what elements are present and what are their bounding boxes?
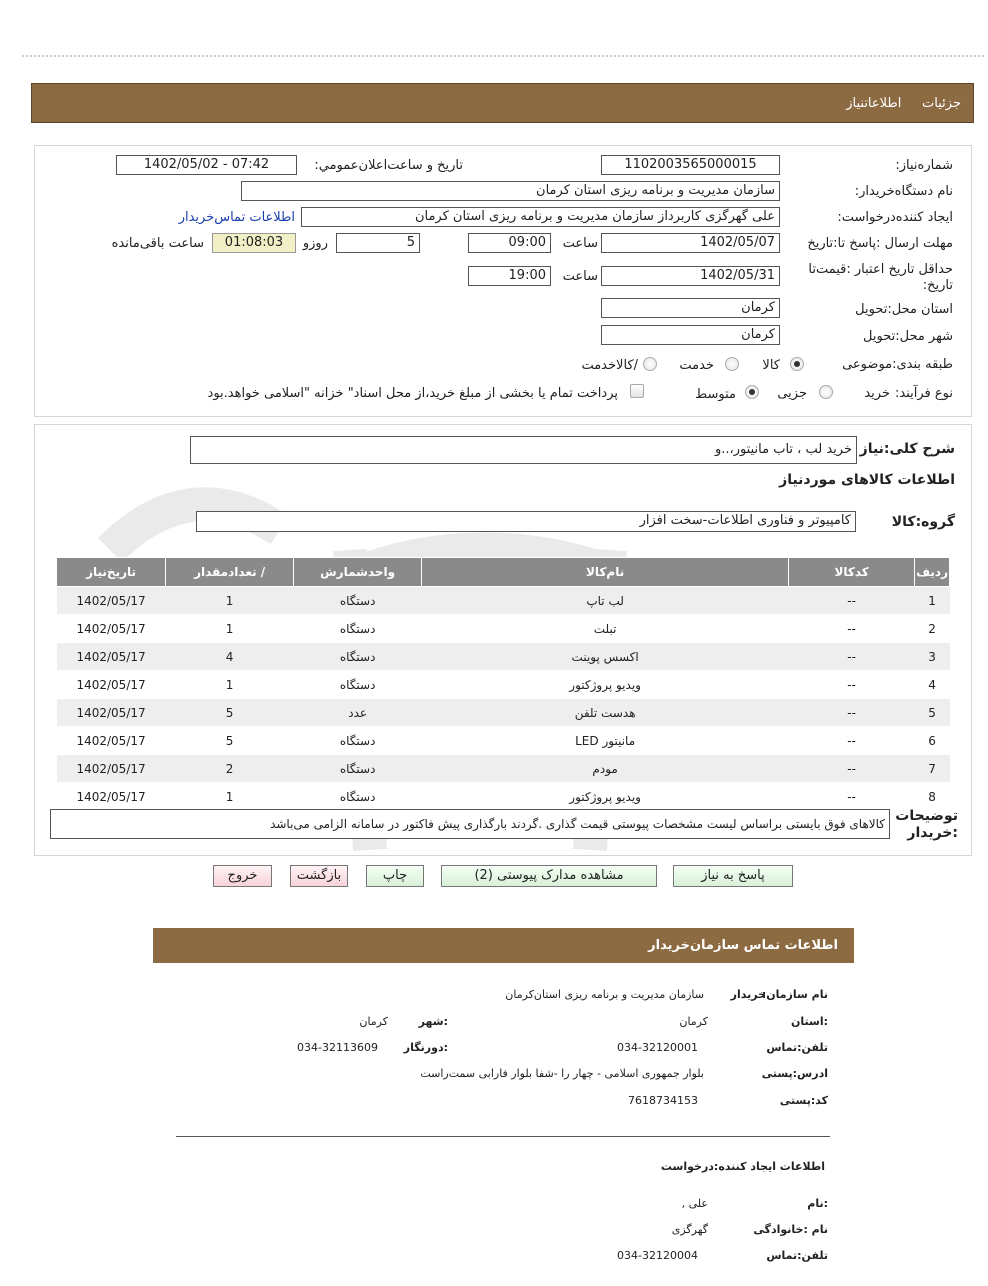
contact-address-label: ادرس:پستی	[761, 1067, 828, 1080]
validity-time-field: 19:00	[468, 266, 551, 286]
buyer-field: سازمان مدیریت و برنامه ریزی استان کرمان	[241, 181, 780, 201]
table-row	[57, 755, 950, 783]
cell-unit: دستگاه	[294, 727, 422, 755]
buyer-contact-link[interactable]: اطلاعات تماس‌خریدار	[178, 210, 295, 225]
cell-unit: دستگاه	[294, 671, 422, 699]
cell-date: 1402/05/17	[57, 755, 166, 783]
remaining-time-field: 01:08:03	[212, 233, 296, 253]
category-goods-service-radio[interactable]	[643, 357, 657, 371]
validity-time-label: ساعت	[562, 269, 598, 284]
validity-date-field: 1402/05/31	[601, 266, 780, 286]
cell-unit: دستگاه	[294, 587, 422, 615]
cell-name: ویدیو پروژکتور	[422, 671, 789, 699]
cell-code: --	[789, 755, 915, 783]
creator-info-title: اطلاعات ایجاد کننده:درخواست	[660, 1160, 825, 1173]
cell-name: لب تاپ	[422, 587, 789, 615]
contact-phone-label: تلفن:تماس	[766, 1041, 828, 1054]
creator-family-value: گهرگزی	[671, 1223, 708, 1236]
deadline-time-field: 09:00	[468, 233, 551, 253]
contact-city-label: :شهر	[418, 1015, 448, 1028]
cell-qty: 1	[166, 615, 294, 643]
cell-date: 1402/05/17	[57, 783, 166, 811]
cell-name: تبلت	[422, 615, 789, 643]
cell-code: --	[789, 643, 915, 671]
back-button[interactable]: بازگشت	[290, 865, 348, 887]
contact-section-header: اطلاعات تماس سازمان‌خریدار	[153, 928, 854, 963]
cell-qty: 5	[166, 727, 294, 755]
col-date-header: تاریخ‌نیاز	[57, 558, 166, 587]
treasury-text: پرداخت تمام یا بخشی از مبلغ خرید،از محل اسناد" خزانه "اسلامی خواهد.بود	[207, 386, 618, 401]
cell-qty: 2	[166, 755, 294, 783]
cell-name: ویدیو پروژکتور	[422, 783, 789, 811]
contact-city-value: کرمان	[359, 1015, 388, 1028]
goods-table	[56, 557, 950, 811]
contact-divider	[176, 1136, 830, 1137]
page-header-bar	[31, 83, 974, 123]
cell-row: 2	[915, 615, 950, 643]
cell-code: --	[789, 615, 915, 643]
cell-date: 1402/05/17	[57, 587, 166, 615]
category-goods-service-label: /کالاخدمت	[581, 358, 638, 373]
exit-button[interactable]: خروج	[213, 865, 272, 887]
table-row	[57, 587, 950, 615]
desc-label: شرح کلی:نیاز	[859, 441, 955, 457]
col-unit-header: واحدشمارش	[294, 558, 422, 587]
province-label: استان محل:تحویل	[855, 302, 953, 317]
category-service-radio[interactable]	[725, 357, 739, 371]
process-medium-label: متوسط	[695, 387, 736, 402]
contact-postal-value: 7618734153	[628, 1094, 698, 1107]
creator-phone-value: 034-32120004	[617, 1249, 698, 1262]
category-goods-label: کالا	[762, 358, 780, 373]
table-row	[57, 643, 950, 671]
cell-code: --	[789, 587, 915, 615]
col-row-header: ردیف	[915, 558, 950, 587]
notes-label: توضیحات :خریدار	[895, 808, 958, 841]
announce-label: تاریخ و ساعت‌اعلان‌عمومي:	[314, 158, 463, 173]
process-label: نوع فرآیند:	[895, 386, 953, 401]
table-row	[57, 615, 950, 643]
cell-unit: عدد	[294, 699, 422, 727]
contact-fax-label: :دورنگار	[403, 1041, 448, 1054]
cell-qty: 4	[166, 643, 294, 671]
creator-name-value: علی ,	[681, 1197, 708, 1210]
col-code-header: کدکالا	[789, 558, 915, 587]
cell-name: مانیتور LED	[422, 727, 789, 755]
days-field: 5	[336, 233, 420, 253]
cell-qty: 1	[166, 671, 294, 699]
announce-date-field: 1402/05/02 - 07:42	[116, 155, 297, 175]
cell-name: اکسس پوینت	[422, 643, 789, 671]
process-medium-radio[interactable]	[745, 385, 759, 399]
cell-unit: دستگاه	[294, 643, 422, 671]
group-label: گروه:کالا	[891, 514, 955, 530]
contact-org-type: خریدار	[730, 988, 766, 1001]
table-row	[57, 783, 950, 811]
cell-row: 3	[915, 643, 950, 671]
process-small-label: جزیی	[777, 386, 807, 401]
creator-family-label: نام :خانوادگی	[753, 1223, 828, 1236]
table-row	[57, 671, 950, 699]
treasury-checkbox[interactable]	[630, 384, 644, 398]
category-label: طبقه بندی:موضوعی	[842, 357, 953, 372]
contact-org-label: نام سازمان:	[761, 988, 828, 1001]
category-goods-radio[interactable]	[790, 357, 804, 371]
need-number-label: شماره‌نیاز:	[895, 158, 953, 173]
desc-field: خرید لب ، تاب مانیتور،..و	[190, 436, 857, 464]
cell-date: 1402/05/17	[57, 671, 166, 699]
view-attachments-button[interactable]: مشاهده مدارک پیوستی (2)	[441, 865, 657, 887]
table-row	[57, 699, 950, 727]
days-label: روزو	[302, 236, 328, 251]
process-small-radio[interactable]	[819, 385, 833, 399]
group-field: کامپیوتر و فناوری اطلاعات-سخت افزار	[196, 511, 856, 532]
cell-row: 8	[915, 783, 950, 811]
remaining-label: ساعت باقی‌مانده	[111, 236, 204, 251]
col-name-header: نام‌کالا	[422, 558, 789, 587]
creator-field: علی گهرگزی کاربرداز سازمان مدیریت و برنامه ریزی استان کرمان	[301, 207, 780, 227]
contact-phone-value: 034-32120001	[617, 1041, 698, 1054]
creator-phone-label: تلفن:تماس	[766, 1249, 828, 1262]
cell-qty: 5	[166, 699, 294, 727]
buyer-label: نام دستگاه‌خریدار:	[854, 184, 953, 199]
city-field: کرمان	[601, 325, 780, 345]
process-buy-label: خرید	[864, 386, 890, 401]
goods-title: اطلاعات کالاهای موردنیاز	[779, 472, 955, 488]
cell-code: --	[789, 699, 915, 727]
contact-address-value: بلوار جمهوری اسلامی - چهار را -شفا بلوار فارابی سمت‌راست	[420, 1067, 704, 1080]
cell-qty: 1	[166, 587, 294, 615]
city-label: شهر محل:تحویل	[863, 329, 953, 344]
cell-code: --	[789, 783, 915, 811]
cell-row: 6	[915, 727, 950, 755]
cell-unit: دستگاه	[294, 783, 422, 811]
cell-name: هدست تلفن	[422, 699, 789, 727]
cell-date: 1402/05/17	[57, 699, 166, 727]
col-qty-header: / تعدادمقدار	[166, 558, 294, 587]
cell-code: --	[789, 727, 915, 755]
cell-date: 1402/05/17	[57, 643, 166, 671]
contact-province-value: کرمان	[679, 1015, 708, 1028]
cell-name: مودم	[422, 755, 789, 783]
contact-fax-value: 034-32113609	[297, 1041, 378, 1054]
validity-label: حداقل تاریخ اعتبار :قیمت‌تا تاریخ:	[808, 262, 953, 293]
province-field: کرمان	[601, 298, 780, 318]
deadline-label: مهلت ارسال :پاسخ تا:تاریخ	[807, 236, 953, 251]
cell-date: 1402/05/17	[57, 615, 166, 643]
cell-row: 1	[915, 587, 950, 615]
notes-field: کالاهای فوق بایستی براساس لیست مشخصات پیوستی قیمت گذاری .گردند بارگذاری پیش فاکتور در سامانه الزامی می‌باشد	[50, 809, 890, 839]
contact-province-label: :استان	[791, 1015, 828, 1028]
cell-unit: دستگاه	[294, 615, 422, 643]
contact-postal-label: کد:پستی	[779, 1094, 828, 1107]
cell-row: 7	[915, 755, 950, 783]
cell-qty: 1	[166, 783, 294, 811]
top-divider	[22, 55, 984, 59]
contact-org-value: سازمان مدیریت و برنامه ریزی استان‌کرمان	[505, 988, 704, 1001]
reply-button[interactable]: پاسخ به نیاز	[673, 865, 793, 887]
table-header-row	[57, 558, 950, 587]
deadline-time-label: ساعت	[562, 236, 598, 251]
deadline-date-field: 1402/05/07	[601, 233, 780, 253]
print-button[interactable]: چاپ	[366, 865, 424, 887]
cell-date: 1402/05/17	[57, 727, 166, 755]
cell-code: --	[789, 671, 915, 699]
cell-row: 5	[915, 699, 950, 727]
need-number-field: 1102003565000015	[601, 155, 780, 175]
creator-label: ایجاد کننده‌درخواست:	[837, 210, 953, 225]
creator-name-label: :نام	[807, 1197, 828, 1210]
breadcrumb-need-info[interactable]: اطلاعاتنیاز	[846, 96, 902, 111]
cell-row: 4	[915, 671, 950, 699]
breadcrumb-details[interactable]: جزئیات	[922, 96, 961, 111]
cell-unit: دستگاه	[294, 755, 422, 783]
category-service-label: خدمت	[679, 358, 714, 373]
table-row	[57, 727, 950, 755]
